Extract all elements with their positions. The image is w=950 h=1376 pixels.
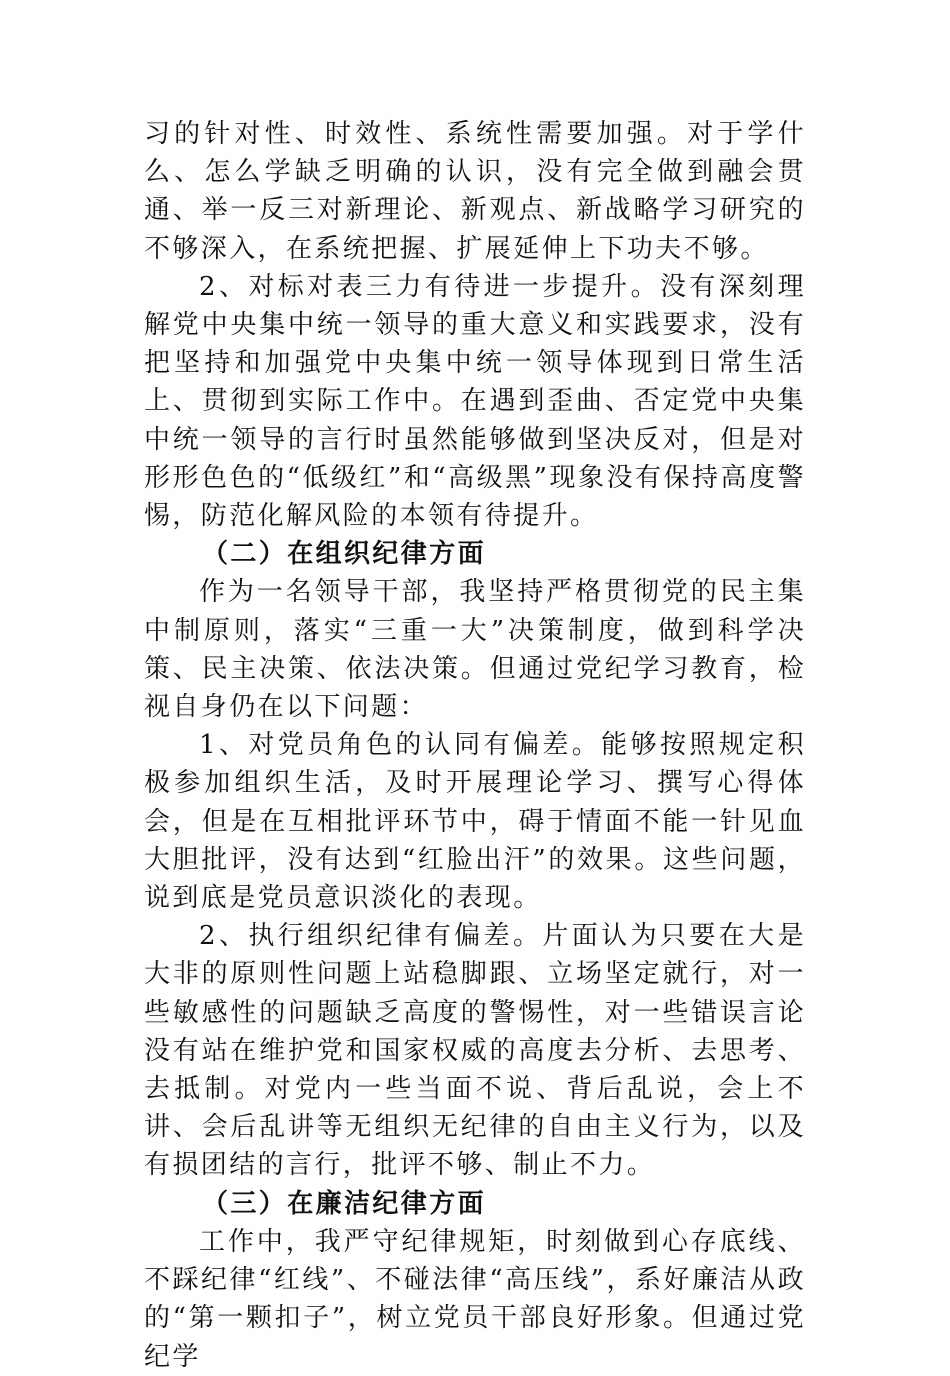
- document-page: [144, 115, 806, 1376]
- paragraph-organizational-execution: 2、执行组织纪律有偏差。片面认为只要在大是大非的原则性问题上站稳脚跟、立场坚定就行，对一些敏感性的问题缺乏高度的警惕性，对一些错误言论没有站在维护党和国家权威的高度去分析、去思考、去抵制。对党内一些当面不说、背后乱说，会上不讲、会后乱讲等无组织无纪律的自由主义行为，以及有损团结的言行，批评不够、制止不力。: [144, 921, 806, 1181]
- section-heading-integrity-discipline: （三）在廉洁纪律方面: [202, 1188, 487, 1219]
- paragraph-study-continuation: 习的针对性、时效性、系统性需要加强。对于学什么、怎么学缺乏明确的认识，没有完全做到融会贯通、举一反三对新理论、新观点、新战略学习研究的不够深入，在系统把握、扩展延伸上下功夫不够。: [144, 119, 806, 264]
- paragraph-party-member-role: 1、对党员角色的认同有偏差。能够按照规定积极参加组织生活，及时开展理论学习、撰写心得体会，但是在互相批评环节中，碍于情面不能一针见血大胆批评，没有达到“红脸出汗”的效果。这些问题，说到底是党员意识淡化的表现。: [144, 730, 806, 914]
- paragraph-organizational-intro: 作为一名领导干部，我坚持严格贯彻党的民主集中制原则，落实“三重一大”决策制度，做到科学决策、民主决策、依法决策。但通过党纪学习教育，检视自身仍在以下问题：: [144, 577, 806, 723]
- section-heading-organizational-discipline: （二）在组织纪律方面: [202, 539, 487, 570]
- paragraph-integrity-intro: 工作中，我严守纪律规矩，时刻做到心存底线、不踩纪律“红线”、不碰法律“高压线”，系好廉洁从政的“第一颗扣子”，树立党员干部良好形象。但通过党纪学: [144, 1226, 806, 1372]
- paragraph-three-abilities: 2、对标对表三力有待进一步提升。没有深刻理解党中央集中统一领导的重大意义和实践要求，没有把坚持和加强党中央集中统一领导体现到日常生活上、贯彻到实际工作中。在遇到歪曲、否定党中央集中统一领导的言行时虽然能够做到坚决反对，但是对形形色色的“低级红”和“高级黑”现象没有保持高度警惕，防范化解风险的本领有待提升。: [144, 271, 806, 532]
